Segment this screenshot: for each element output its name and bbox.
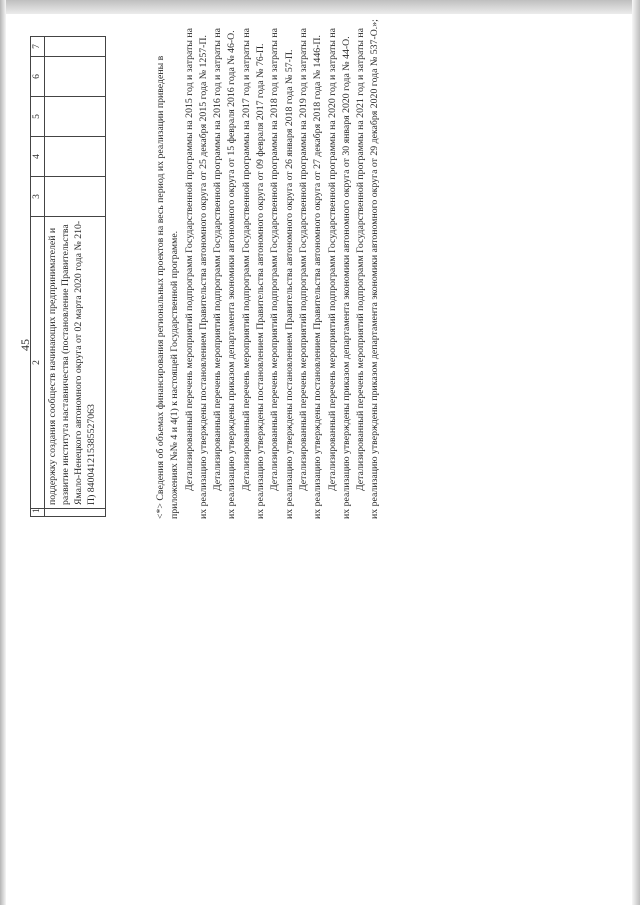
- table-cell-description: поддержку создания сообществ начинающих предпринимателей и развитие института наставничества (постановление Правительства Ямало-Ненецкого автономного округа от 02 марта 2020 года № 210-П) 840041215385527063: [45, 217, 106, 509]
- footnotes: [154, 19, 383, 519]
- table-header-row: [31, 37, 45, 517]
- column-number: 1: [31, 509, 45, 517]
- program-table: [30, 36, 106, 517]
- column-number: 5: [31, 97, 45, 137]
- footnote-paragraph: Детализированный перечень мероприятий подпрограмм Государственной программы на 2015 год и затраты на их реализацию утверждены постановлением Правительства автономного округа от 25 декабря 2015 года № 1257-П.: [183, 27, 209, 519]
- column-number: 4: [31, 137, 45, 177]
- column-number: 7: [31, 37, 45, 57]
- page-number: 45: [18, 339, 32, 351]
- table-cell: [45, 37, 106, 57]
- footnote-paragraph: Детализированный перечень мероприятий подпрограмм Государственной программы на 2020 год и затраты на их реализацию утверждены приказом департамента экономики автономного округа от 30 января 2020 года № 44-О.: [326, 27, 352, 519]
- table-cell: [45, 137, 106, 177]
- table-cell: [45, 97, 106, 137]
- footnote-paragraph: Детализированный перечень мероприятий подпрограмм Государственной программы на 2021 год и затраты на их реализацию утверждены приказом департамента экономики автономного округа от 29 декабря 2020 года № 537-О.»;: [355, 19, 381, 519]
- table-cell: [45, 57, 106, 97]
- footnote-paragraph: Детализированный перечень мероприятий подпрограмм Государственной программы на 2019 год и затраты на их реализацию утверждены постановлением Правительства автономного округа от 27 декабря 2018 года № 1446-П.: [297, 27, 324, 519]
- table-row: [45, 37, 106, 517]
- footnote-paragraph: Детализированный перечень мероприятий подпрограмм Государственной программы на 2017 год и затраты на их реализацию утверждены постановлением Правительства автономного округа от 09 февраля 2017 года № 76-П.: [240, 27, 267, 519]
- footnote-text: <*> Сведения об объемах финансирования региональных проектов на весь период их реализации приведены в приложениях №№ 4 и 4(1) к настоящей Государственной программе.: [155, 55, 181, 519]
- column-number: 6: [31, 57, 45, 97]
- footnote-paragraph: Детализированный перечень мероприятий подпрограмм Государственной программы на 2018 год и затраты на их реализацию утверждены постановлением Правительства автономного округа от 26 января 2018 года № 57-П.: [269, 27, 295, 519]
- column-number: 2: [31, 217, 45, 509]
- table-cell: [45, 509, 106, 517]
- column-number: 3: [31, 177, 45, 217]
- table-cell: [45, 177, 106, 217]
- footnote-paragraph: Детализированный перечень мероприятий подпрограмм Государственной программы на 2016 год и затраты на их реализацию утверждены приказом департамента экономики автономного округа от 15 февраля 2016 года № 46-О.: [212, 27, 238, 519]
